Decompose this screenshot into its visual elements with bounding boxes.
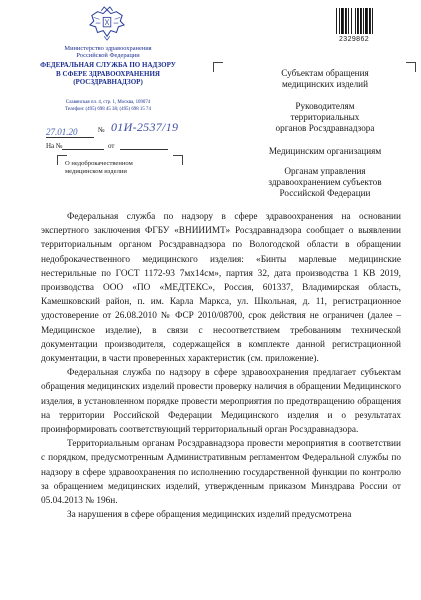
registration-line	[46, 120, 206, 136]
recipient-2-line2: территориальных	[290, 112, 360, 122]
recipient-2-line3: органов Росздравнадзора	[275, 123, 375, 133]
body-paragraph-1: Федеральная служба по надзору в сфере здравоохранения на основании экспертного заключения ФГБУ «ВНИИИМТ» Росздравнадзора сообщает о выявлении территориальным органом Росздравнадзора по Вологодской области в обращении недоброкачественного медицинского изделия: «Бинты марлевые медицинские нестерильные по ГОСТ 1172-93 7мх14см», партия 32, дата производства 1 КВ 2019, производства ООО «ПО «МЕДТЕКС», Россия, 601337, Владимирская область, Камешковский район, п. им. Карла Маркса, ул. Школьная, д. 11, регистрационное удостоверение от 26.08.2010 № ФСР 2010/08700, срок действия не ограничен (далее – Медицинское изделие), в связи с несоответствием требованиям технической документации производителя, содержащейся в комплекте данной регистрационной документации, в части проверенных характеристик (см. приложение).	[41, 212, 401, 365]
agency-name-line2: В СФЕРЕ ЗДРАВООХРАНЕНИЯ	[56, 69, 160, 78]
barcode-bar	[355, 8, 356, 34]
barcode-bar	[357, 8, 359, 34]
registration-date: 27.01.20	[46, 127, 94, 138]
barcode-bar	[341, 8, 344, 34]
coat-of-arms-icon	[88, 6, 126, 42]
barcode-bar	[339, 8, 340, 34]
reference-line	[46, 140, 206, 152]
recipient-2-line1: Руководителям	[295, 101, 355, 111]
body-paragraph-2: Федеральная служба по надзору в сфере здравоохранения предлагает субъектам обращения медицинских изделий провести проверку наличия в обращении Медицинского изделия, в установленном порядке провести мероприятия по предотвращению обращения на территории Российской Федерации Медицинского изделия и о результатах проинформировать соответствующий территориальный орган Росздравнадзора.	[41, 368, 401, 436]
recipient-3-line1: Медицинским организациям	[268, 146, 382, 156]
barcode-bar	[348, 8, 349, 34]
recipient-4-line2: здравоохранением субъектов	[268, 177, 382, 187]
barcode-bar	[345, 8, 347, 34]
barcode-bar	[372, 8, 373, 34]
recipient-4-line3: Российской Федерации	[279, 188, 371, 198]
recipient-corner-left	[213, 62, 223, 72]
reference-number-label: На №	[46, 142, 63, 150]
barcode-bar	[336, 8, 337, 34]
barcode	[336, 8, 390, 34]
barcode-bar	[363, 8, 364, 34]
ministry-name-line2: Российской Федерации	[76, 52, 140, 59]
letter-body	[41, 210, 401, 522]
recipient-1-line1: Субъектам обращения	[281, 68, 369, 78]
subject-line1: О недоброкачественном	[65, 160, 133, 167]
reference-date-label: от	[108, 142, 115, 150]
ministry-name-line1: Министерство здравоохранения	[64, 45, 152, 52]
recipient-1-line2: медицинских изделий	[281, 79, 368, 89]
body-paragraph-3: Территориальным органам Росздравнадзора провести мероприятия в соответствии с порядком, предусмотренным Административным регламентом Федеральной службы по надзору в сфере здравоохранения по исполнению государственной функции по контролю за обращением медицинских изделий, утвержденным приказом Минздрава России от 05.04.2013 № 196н.	[41, 439, 401, 507]
sender-phone: Телефон: (495) 698 45 38; (495) 698 15 74	[65, 107, 151, 112]
barcode-bar	[369, 8, 371, 34]
recipient-3	[240, 146, 410, 157]
reference-number-blank	[62, 149, 104, 150]
number-label: №	[98, 126, 105, 134]
recipient-2	[240, 101, 410, 134]
recipient-4-line1: Органам управления	[284, 166, 366, 176]
agency-name	[14, 61, 202, 87]
agency-name-line3: (РОСЗДРАВНАДЗОР)	[73, 78, 143, 87]
agency-name-line1: ФЕДЕРАЛЬНАЯ СЛУЖБА ПО НАДЗОРУ	[40, 61, 176, 69]
barcode-number: 2329862	[339, 36, 370, 43]
barcode-bar	[360, 8, 362, 34]
sender-address: Славянская пл. 4, стр. 1, Москва, 109074	[65, 100, 151, 105]
registration-number: 01И-2537/19	[111, 120, 179, 134]
letter-subject	[65, 160, 195, 176]
recipient-1	[240, 68, 410, 90]
subject-line2: медицинском изделии	[65, 168, 127, 175]
body-paragraph-4: За нарушения в сфере обращения медицинских изделий предусмотрена	[67, 510, 352, 521]
recipient-4	[240, 166, 410, 199]
barcode-bar	[365, 8, 368, 34]
reference-date-blank	[120, 149, 168, 150]
barcode-bar	[351, 8, 352, 34]
